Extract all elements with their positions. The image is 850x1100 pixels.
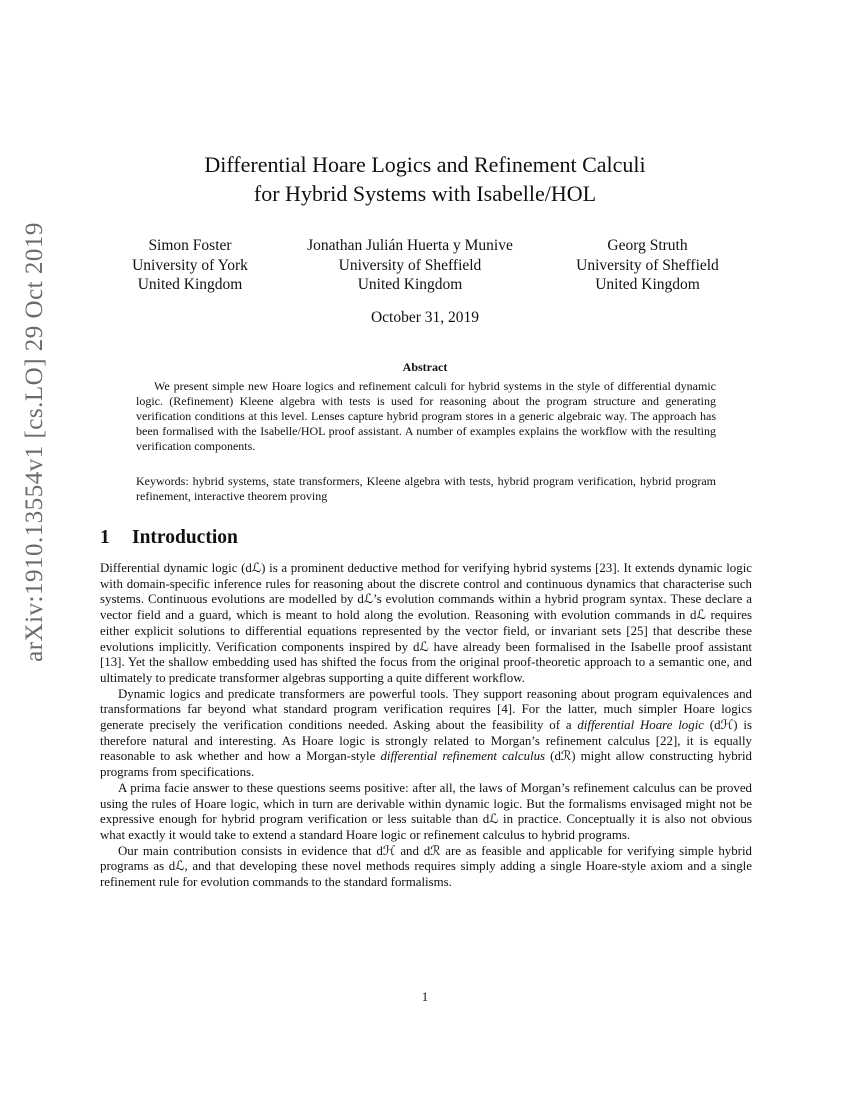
arxiv-identifier-stamp: arXiv:1910.13554v1 [cs.LO] 29 Oct 2019 [21, 222, 48, 662]
paragraph-4: Our main contribution consists in evidence that dℋ and dℛ are as feasible and applicable for verifying simple hybrid programs as dℒ, and that developing these novel methods requires simply adding a single Hoare-style axiom and a single refinement rule for evolution commands to the standard formalisms. [100, 843, 752, 890]
author-country: United Kingdom [137, 276, 243, 293]
author-country: United Kingdom [595, 276, 700, 293]
paragraph-2-part-a: Dynamic logics and predicate transformers are powerful tools. They support reasoning about program equivalences and transformations far beyond what standard program verification requires [4]. For the latter, much simpler Hoare logics generate precisely the verification conditions needed. Asking about the feasibility of a [100, 686, 752, 733]
keywords-text: Keywords: hybrid systems, state transformers, Kleene algebra with tests, hybrid program verification, hybrid program refinement, interactive theorem proving [136, 474, 716, 504]
title-line-2: for Hybrid Systems with Isabelle/HOL [253, 181, 597, 206]
author-country: United Kingdom [357, 276, 463, 293]
emphasis-differential-refinement-calculus: differential refinement calculus [380, 749, 546, 764]
abstract-text: We present simple new Hoare logics and refinement calculi for hybrid systems in the style of differential dynamic logic. (Refinement) Kleene algebra with tests is used for reasoning about the program structure and generating verification conditions at this level. Lenses capture hybrid program stores in a generic algebraic way. The approach has been formalised with the Isabelle/HOL proof assistant. A number of examples explains the workflow with the resulting verification components. [136, 379, 716, 454]
author-name: Georg Struth [607, 237, 688, 254]
paragraph-2-part-e: (dℛ) might allow constructing hybrid programs from specifications. [100, 749, 753, 780]
introduction-body [100, 561, 752, 891]
page-number: 1 [421, 990, 429, 1004]
section-number: 1 [100, 527, 110, 548]
author-affiliation: University of Sheffield [338, 256, 482, 274]
author-jonathan-huerta-y-munive [285, 236, 535, 295]
paragraph-1: Differential dynamic logic (dℒ) is a prominent deductive method for verifying hybrid systems [23]. It extends dynamic logic with domain-specific inference rules for reasoning about the discrete control and continuous dynamics that characterise such systems. Continuous evolutions are modelled by dℒ’s evolution commands within a hybrid program syntax. These declare a vector field and a guard, which is meant to hold along the evolution. Reasoning with evolution commands in dℒ requires either explicit solutions to differential equations represented by the vector field, or invariant sets [25] that describe these evolutions implicitly. Verification components inspired by dℒ have already been formalised in the Isabelle proof assistant [13]. Yet the shallow embedding used has shifted the focus from the original proof-theoretic approach to a semantic one, and ultimately to predicate transformer algebras supporting a quite different workflow. [100, 561, 752, 685]
author-simon-foster [120, 236, 260, 295]
paragraph-3: A prima facie answer to these questions seems positive: after all, the laws of Morgan’s refinement calculus can be proved using the rules of Hoare logic, which in turn are derivable within dynamic logic. But the formalisms envisaged might not be expressive enough for hybrid program verification or less suitable than dℒ in practice. Conceptually it is also not obvious what exactly it would take to extend a standard Hoare logic or refinement calculus to hybrid programs. [100, 780, 752, 842]
emphasis-differential-hoare-logic: differential Hoare logic [577, 718, 704, 733]
section-heading-introduction [100, 527, 238, 549]
publication-date: October 31, 2019 [370, 309, 480, 326]
author-georg-struth [565, 236, 730, 295]
paragraph-2-part-c: (dℋ) is therefore natural and interesting. As Hoare logic is strongly related to Morgan’s refinement calculus [22], it is equally reasonable to ask whether and how a Morgan-style [100, 718, 752, 764]
author-name: Jonathan Julián Huerta y Munive [307, 237, 513, 254]
abstract-heading: Abstract [402, 360, 448, 374]
paragraph-2 [100, 687, 752, 781]
title-line-1: Differential Hoare Logics and Refinement Calculi [204, 152, 646, 177]
section-title: Introduction [132, 527, 238, 548]
author-name: Simon Foster [148, 237, 232, 254]
paper-title [100, 150, 750, 208]
author-affiliation: University of York [132, 256, 248, 274]
author-affiliation: University of Sheffield [576, 256, 719, 274]
